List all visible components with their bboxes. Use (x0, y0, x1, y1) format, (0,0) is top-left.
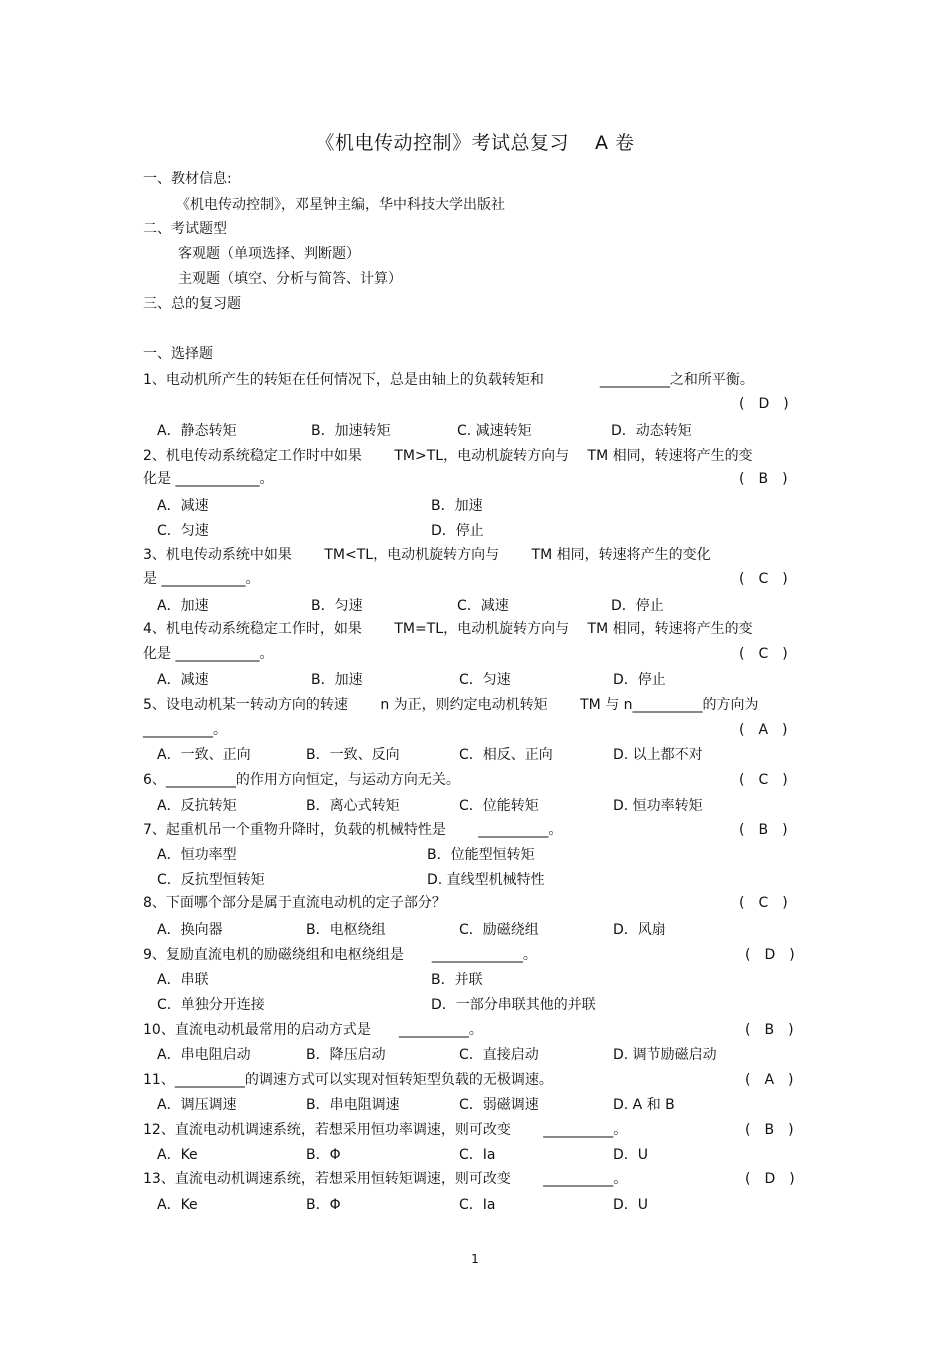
objective-types: 客观题（单项选择、判断题） (178, 246, 360, 262)
question-10-option: B．降压启动 (306, 1047, 386, 1063)
question-4-stem: 化是 ____________。 (143, 646, 274, 662)
question-7-option: C．反抗型恒转矩 (157, 872, 265, 888)
question-4-option: D．停止 (613, 672, 666, 688)
question-2-option: A．减速 (157, 498, 209, 514)
question-9-stem: 9、复励直流电机的励磁绕组和电枢绕组是 _____________。 (143, 947, 537, 963)
question-3-option: D．停止 (611, 598, 664, 614)
question-9-option: A．串联 (157, 972, 209, 988)
question-11-option: D. A 和 B (613, 1097, 675, 1113)
question-13-stem: 13、直流电动机调速系统，若想采用恒转矩调速，则可改变 __________。 (143, 1171, 628, 1187)
question-6-option: A．反抗转矩 (157, 798, 237, 814)
question-5-answer: ( A ) (739, 722, 788, 738)
question-9-option: C．单独分开连接 (157, 997, 265, 1013)
question-8-option: B．电枢绕组 (306, 922, 386, 938)
question-5-option: A．一致、正向 (157, 747, 251, 763)
question-6-answer: ( C ) (739, 772, 788, 788)
question-3-answer: ( C ) (739, 571, 788, 587)
question-3-option: C．减速 (457, 598, 509, 614)
question-13-option: B．Φ (306, 1197, 341, 1213)
question-2-option: C．匀速 (157, 523, 209, 539)
subjective-types: 主观题（填空、分析与简答、计算） (178, 271, 402, 287)
question-8-option: D．风扇 (613, 922, 666, 938)
question-8-answer: ( C ) (739, 895, 788, 911)
question-12-option: B．Φ (306, 1147, 341, 1163)
question-7-option: B．位能型恒转矩 (427, 847, 535, 863)
question-6-option: B．离心式转矩 (306, 798, 400, 814)
question-7-option: D. 直线型机械特性 (427, 872, 545, 888)
question-4-stem: 4、机电传动系统稳定工作时，如果 TM=TL，电动机旋转方向与 TM 相同，转速将产生的变 (143, 621, 753, 637)
question-5-stem: 5、设电动机某一转动方向的转速 n 为正，则约定电动机转矩 TM 与 n__________的方向为 (143, 697, 759, 713)
question-11-stem: 11、__________的调速方式可以实现对恒转矩型负载的无极调速。 (143, 1072, 553, 1088)
question-2-option: B．加速 (431, 498, 483, 514)
question-9-option: D．一部分串联其他的并联 (431, 997, 596, 1013)
page-number: 1 (471, 1252, 479, 1266)
heading-review: 三、总的复习题 (143, 296, 241, 312)
question-9-option: B．并联 (431, 972, 483, 988)
question-11-option: A．调压调速 (157, 1097, 237, 1113)
question-13-option: C．Ia (459, 1197, 496, 1213)
question-12-option: C．Ia (459, 1147, 496, 1163)
question-10-option: C．直接启动 (459, 1047, 539, 1063)
question-10-answer: ( B ) (745, 1022, 794, 1038)
question-1-option: D．动态转矩 (611, 423, 692, 439)
question-11-option: B．串电阻调速 (306, 1097, 400, 1113)
question-3-option: B．匀速 (311, 598, 363, 614)
question-13-answer: ( D ) (745, 1171, 795, 1187)
question-5-option: B．一致、反向 (306, 747, 400, 763)
question-13-option: D．U (613, 1197, 649, 1213)
question-2-answer: ( B ) (739, 471, 788, 487)
question-12-stem: 12、直流电动机调速系统，若想采用恒功率调速，则可改变 __________。 (143, 1122, 628, 1138)
question-5-stem: __________。 (143, 722, 227, 738)
question-3-stem: 3、机电传动系统中如果 TM<TL，电动机旋转方向与 TM 相同，转速将产生的变化 (143, 547, 711, 563)
heading-exam-types: 二、考试题型 (143, 221, 227, 237)
question-4-option: B．加速 (311, 672, 363, 688)
question-1-option: C. 减速转矩 (457, 423, 532, 439)
question-10-stem: 10、直流电动机最常用的启动方式是 __________。 (143, 1022, 483, 1038)
question-11-option: C．弱磁调速 (459, 1097, 539, 1113)
question-5-option: C．相反、正向 (459, 747, 553, 763)
question-7-option: A．恒功率型 (157, 847, 237, 863)
question-1-stem: 1、电动机所产生的转矩在任何情况下，总是由轴上的负载转矩和 __________之和所平衡。 (143, 372, 754, 388)
question-6-stem: 6、__________的作用方向恒定，与运动方向无关。 (143, 772, 460, 788)
page-title: 《机电传动控制》考试总复习 A 卷 (315, 132, 635, 154)
question-10-option: A．串电阻启动 (157, 1047, 251, 1063)
question-2-stem: 2、机电传动系统稳定工作时中如果 TM>TL，电动机旋转方向与 TM 相同，转速将产生的变 (143, 448, 753, 464)
question-8-option: C．励磁绕组 (459, 922, 539, 938)
textbook-info: 《机电传动控制》，邓星钟主编，华中科技大学出版社 (176, 197, 505, 213)
question-3-option: A．加速 (157, 598, 209, 614)
question-11-answer: ( A ) (745, 1072, 794, 1088)
question-1-option: B．加速转矩 (311, 423, 391, 439)
heading-textbook: 一、教材信息: (143, 171, 232, 187)
question-7-answer: ( B ) (739, 822, 788, 838)
question-3-stem: 是 ____________。 (143, 571, 260, 587)
question-6-option: D. 恒功率转矩 (613, 798, 703, 814)
question-12-option: A．Ke (157, 1147, 198, 1163)
question-13-option: A．Ke (157, 1197, 198, 1213)
question-10-option: D. 调节励磁启动 (613, 1047, 717, 1063)
question-9-answer: ( D ) (745, 947, 795, 963)
question-12-option: D．U (613, 1147, 649, 1163)
question-4-option: C．匀速 (459, 672, 511, 688)
section-heading: 一、选择题 (143, 346, 213, 362)
question-4-option: A．减速 (157, 672, 209, 688)
question-2-option: D．停止 (431, 523, 484, 539)
question-8-stem: 8、下面哪个部分是属于直流电动机的定子部分？ (143, 895, 446, 911)
question-6-option: C．位能转矩 (459, 798, 539, 814)
question-8-option: A．换向器 (157, 922, 223, 938)
question-1-answer: ( D ) (739, 396, 789, 412)
question-12-answer: ( B ) (745, 1122, 794, 1138)
question-5-option: D. 以上都不对 (613, 747, 703, 763)
question-2-stem: 化是 ____________。 (143, 471, 274, 487)
question-1-option: A．静态转矩 (157, 423, 237, 439)
question-7-stem: 7、起重机吊一个重物升降时，负载的机械特性是 __________。 (143, 822, 563, 838)
question-4-answer: ( C ) (739, 646, 788, 662)
